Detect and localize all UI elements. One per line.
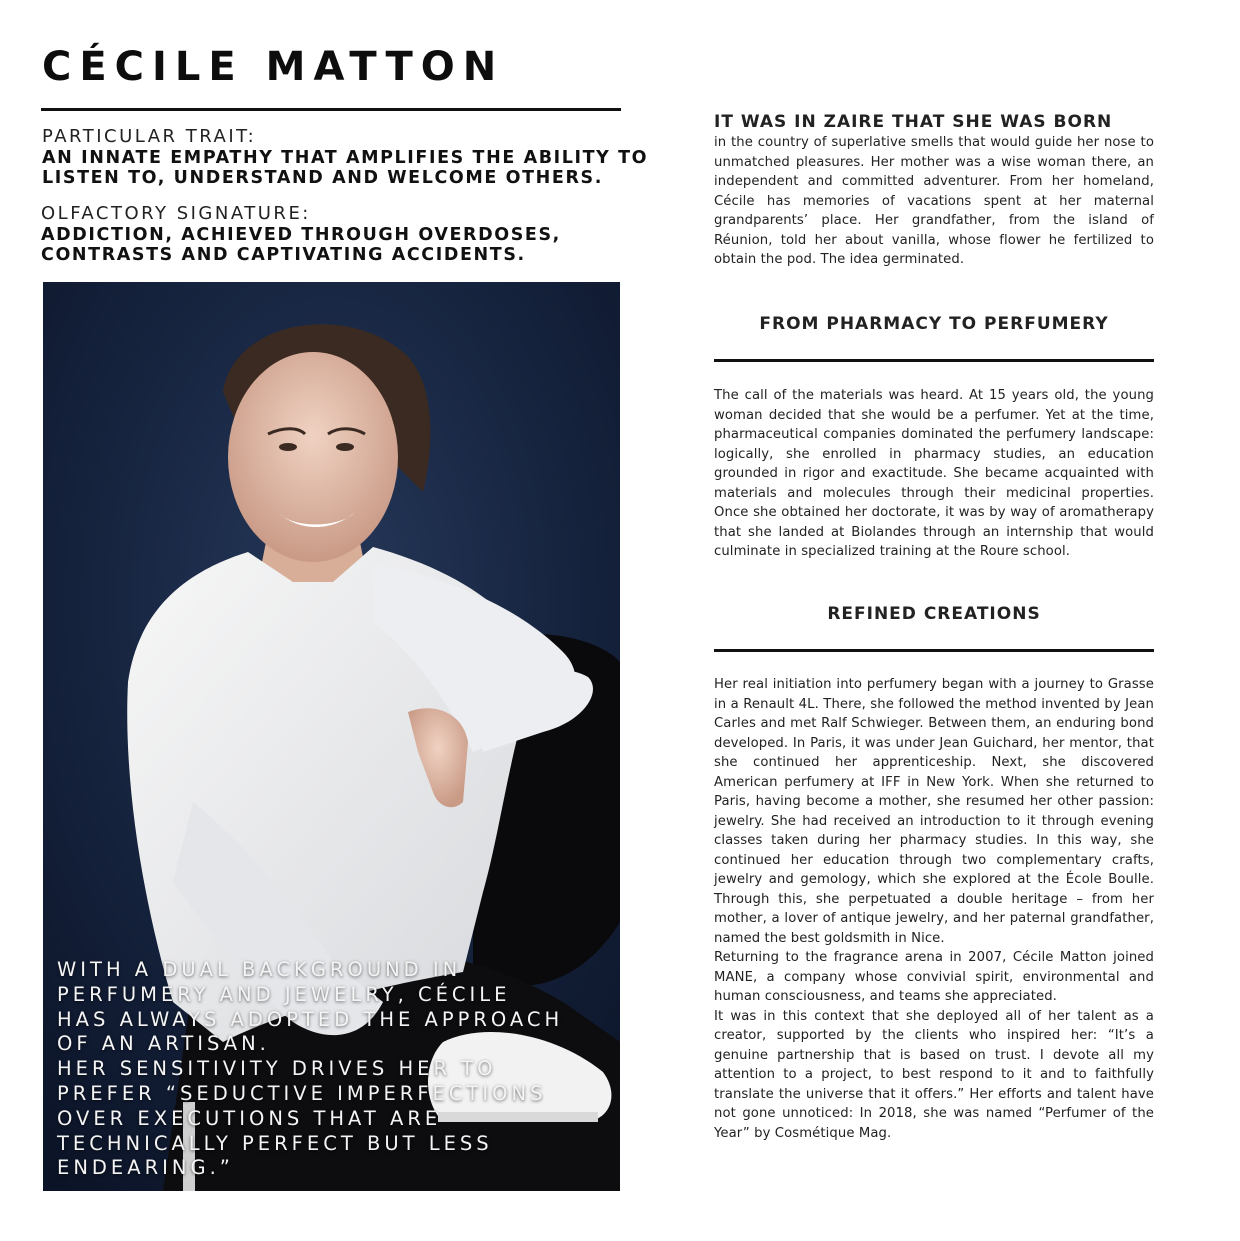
quote-line: OF AN ARTISAN. [57, 1032, 270, 1056]
olfactory-signature [41, 203, 681, 265]
pharmacy-paragraph: The call of the materials was heard. At 15 years old, the young woman decided that she would be a perfumer. Yet at the time, pharmaceutical companies dominated the perfumery landscape: logically, she enrolled in pharmacy studies, an education grounded in rigor and exactitude. She became acquainted with materials and molecules through their medicinal properties. Once she obtained her doctorate, it was by way of aromatherapy that she landed at Biolandes through an internship that would culminate in specialized training at the Roure school. [714, 388, 1154, 559]
particular-trait-label: PARTICULAR TRAIT: [42, 126, 257, 147]
born-paragraph: in the country of superlative smells that would guide her nose to unmatched pleasures. Her mother was a wise woman there, an independent and committed adventurer. From her homeland, Cécile has memories of vacations spent at her maternal grandparents’ place. Her grandfather, from the island of Réunion, told her about vanilla, whose flower he fertilized to obtain the pod. The idea germinated. [714, 135, 1154, 267]
pharmacy-heading-block [714, 314, 1154, 334]
refined-heading-block [714, 604, 1154, 624]
quote-line: TECHNICALLY PERFECT BUT LESS [57, 1131, 493, 1155]
quote-line: OVER EXECUTIONS THAT ARE [57, 1106, 442, 1130]
pharmacy-section [714, 386, 1154, 562]
refined-section [714, 675, 1154, 1143]
refined-paragraph-3: It was in this context that she deployed all of her talent as a creator, supported by the clients who inspired her: “It’s a genuine partnership that is based on trust. I devote all my attention to a project, to best respond to it and to faithfully translate the universe that it offers.” Her efforts and talent have not gone unnoticed: In 2018, she was named “Perfumer of the Year” by Cosmétique Mag. [714, 1008, 1154, 1141]
olfactory-signature-text: ADDICTION, ACHIEVED THROUGH OVERDOSES, CONTRASTS AND CAPTIVATING ACCIDENTS. [41, 225, 561, 265]
quote-line: WITH A DUAL BACKGROUND IN [57, 958, 462, 981]
portrait-photo [43, 282, 620, 1191]
pharmacy-heading: FROM PHARMACY TO PERFUMERY [759, 314, 1109, 334]
born-section [714, 112, 1154, 270]
quote-line: HER SENSITIVITY DRIVES HER TO [57, 1057, 497, 1081]
born-heading: IT WAS IN ZAIRE THAT SHE WAS BORN [714, 112, 1113, 132]
refined-divider [714, 649, 1154, 652]
title-divider [41, 108, 621, 111]
refined-paragraph-1: Her real initiation into perfumery began with a journey to Grasse in a Renault 4L. There, she followed the method invented by Jean Carles and met Ralf Schwieger. Between them, an enduring bond developed. In Paris, it was under Jean Guichard, her mentor, that she continued her apprenticeship. Next, she discovered American perfumery at IFF in New York. When she returned to Paris, having become a mother, she resumed her other passion: jewelry. She had received an introduction to it through evening classes taken during her pharmacy studies. In this way, she continued her education through two complementary crafts, jewelry and gemology, which she explored at the École Boulle. Through this, she perpetuated a double heritage – from her mother, a lover of antique jewelry, and her paternal grandfather, named the best goldsmith in Nice. [714, 677, 1154, 946]
quote-line: HAS ALWAYS ADOPTED THE APPROACH [57, 1007, 564, 1031]
quote-line: PERFUMERY AND JEWELRY, CÉCILE [57, 982, 511, 1006]
particular-trait-text: AN INNATE EMPATHY THAT AMPLIFIES THE ABILITY TO LISTEN TO, UNDERSTAND AND WELCOME OTHERS. [42, 148, 649, 188]
refined-paragraph-2: Returning to the fragrance arena in 2007, Cécile Matton joined MANE, a company whose convivial spirit, environmental and human consciousness, and teams she appreciated. [714, 950, 1154, 1004]
refined-heading: REFINED CREATIONS [827, 604, 1041, 624]
quote-line: PREFER “SEDUCTIVE IMPERFECTIONS [57, 1081, 547, 1105]
particular-trait [42, 126, 682, 188]
quote-line: ENDEARING.” [57, 1156, 234, 1180]
olfactory-signature-label: OLFACTORY SIGNATURE: [41, 203, 311, 224]
portrait-quote [57, 958, 612, 1181]
page-title: CÉCILE MATTON [42, 44, 505, 90]
pharmacy-divider [714, 359, 1154, 362]
